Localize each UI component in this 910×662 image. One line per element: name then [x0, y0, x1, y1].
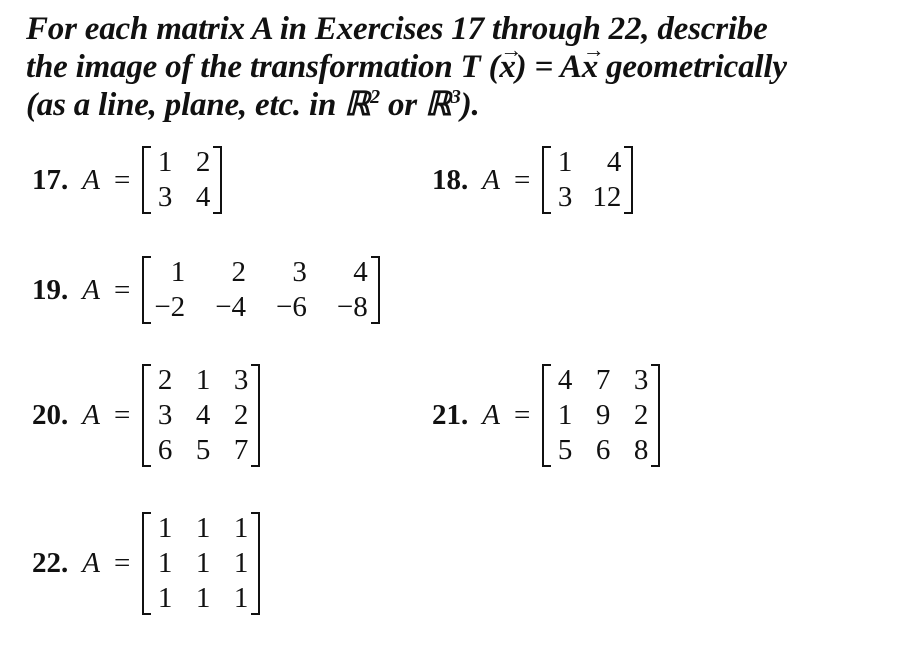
matrix-symbol: A [82, 399, 100, 431]
matrix-symbol: A [82, 547, 100, 579]
instructions-text: ). [460, 87, 480, 123]
matrix-symbol: A [482, 399, 500, 431]
instructions-line-2 [26, 48, 896, 86]
matrix-entry: 4 [557, 364, 573, 396]
exercise-number: 18. [432, 163, 469, 196]
matrix-entry: 4 [606, 146, 622, 178]
vector-x: → x [499, 48, 515, 86]
matrix-entry: 2 [195, 146, 211, 178]
instructions-text: the image of the transformation T ( [26, 49, 500, 85]
matrix-entry: 7 [595, 364, 611, 396]
matrix-entry: 2 [157, 364, 173, 396]
matrix-entry: 1 [195, 582, 211, 614]
exercise-20 [32, 364, 260, 467]
exercise-number: 19. [32, 273, 69, 306]
matrix-entry: 5 [195, 434, 211, 466]
equals-sign: = [513, 399, 531, 431]
matrix-symbol: A [82, 163, 100, 196]
matrix-entry: 1 [195, 547, 211, 579]
matrix [142, 146, 222, 214]
equals-sign: = [113, 547, 131, 579]
exponent: 2 [370, 86, 380, 108]
instructions-text: (as a line, plane, etc. in ℝ [26, 87, 371, 123]
equals-sign: = [113, 399, 131, 431]
instructions-text: ) = A [515, 49, 582, 85]
matrix-entry: 5 [557, 434, 573, 466]
matrix-entry: 1 [157, 146, 173, 178]
matrix [542, 146, 633, 214]
matrix-entry: 3 [233, 364, 249, 396]
matrix-entry: 2 [633, 399, 649, 431]
exercise-number: 22. [32, 547, 69, 579]
exercise-number: 20. [32, 399, 69, 431]
matrix-entry: 6 [157, 434, 173, 466]
matrix-entry: −6 [276, 291, 307, 323]
exercise-21 [432, 364, 660, 467]
exercise-number: 21. [432, 399, 469, 431]
matrix-entry: 1 [157, 512, 173, 544]
matrix-symbol: A [82, 273, 100, 306]
matrix-entry: −8 [336, 291, 368, 323]
matrix-entry: 1 [195, 364, 211, 396]
matrix [142, 256, 379, 324]
matrix-entry: 1 [233, 582, 249, 614]
instructions-text: geometrically [598, 49, 787, 85]
matrix-symbol: A [482, 163, 500, 196]
matrix-entry: 1 [233, 512, 249, 544]
exercise-19 [32, 256, 380, 324]
instructions-text: or ℝ [379, 87, 451, 123]
matrix-entry: 3 [557, 181, 573, 213]
equals-sign: = [513, 163, 531, 196]
exercise-18 [432, 146, 633, 214]
matrix-entry: 9 [595, 399, 611, 431]
vector-x: → x [582, 48, 598, 86]
matrix-entry: 8 [633, 434, 649, 466]
matrix-entry: 4 [195, 181, 211, 213]
matrix-entry: 2 [233, 399, 249, 431]
matrix-entry: 4 [195, 399, 211, 431]
matrix-entry: 3 [157, 399, 173, 431]
exercise-instructions [26, 10, 896, 124]
matrix-entry: 3 [292, 256, 307, 288]
matrix-entry: 3 [157, 181, 173, 213]
matrix-entry: 3 [633, 364, 649, 396]
matrix [542, 364, 660, 467]
matrix-entry: 7 [233, 434, 249, 466]
equals-sign: = [113, 273, 131, 306]
matrix-entry: 1 [170, 256, 186, 288]
matrix-entry: 12 [592, 181, 622, 213]
matrix-entry: 1 [157, 582, 173, 614]
exercise-22 [32, 512, 260, 615]
exercise-number: 17. [32, 163, 69, 196]
matrix-entry: 1 [557, 146, 573, 178]
matrix-entry: 1 [195, 512, 211, 544]
instructions-line-3 [26, 86, 896, 124]
matrix-entry: 1 [557, 399, 573, 431]
matrix [142, 512, 260, 615]
matrix-entry: −4 [215, 291, 247, 323]
exponent: 3 [450, 86, 461, 108]
matrix-entry: 6 [595, 434, 611, 466]
exercise-17 [32, 146, 222, 214]
matrix-entry: 2 [231, 256, 247, 288]
matrix [142, 364, 260, 467]
equals-sign: = [113, 163, 131, 196]
matrix-entry: 1 [233, 547, 249, 579]
matrix-entry: 1 [157, 547, 173, 579]
matrix-entry: −2 [154, 291, 186, 323]
matrix-entry: 4 [353, 256, 368, 288]
instructions-line-1: For each matrix A in Exercises 17 through 22, describe [26, 11, 768, 47]
